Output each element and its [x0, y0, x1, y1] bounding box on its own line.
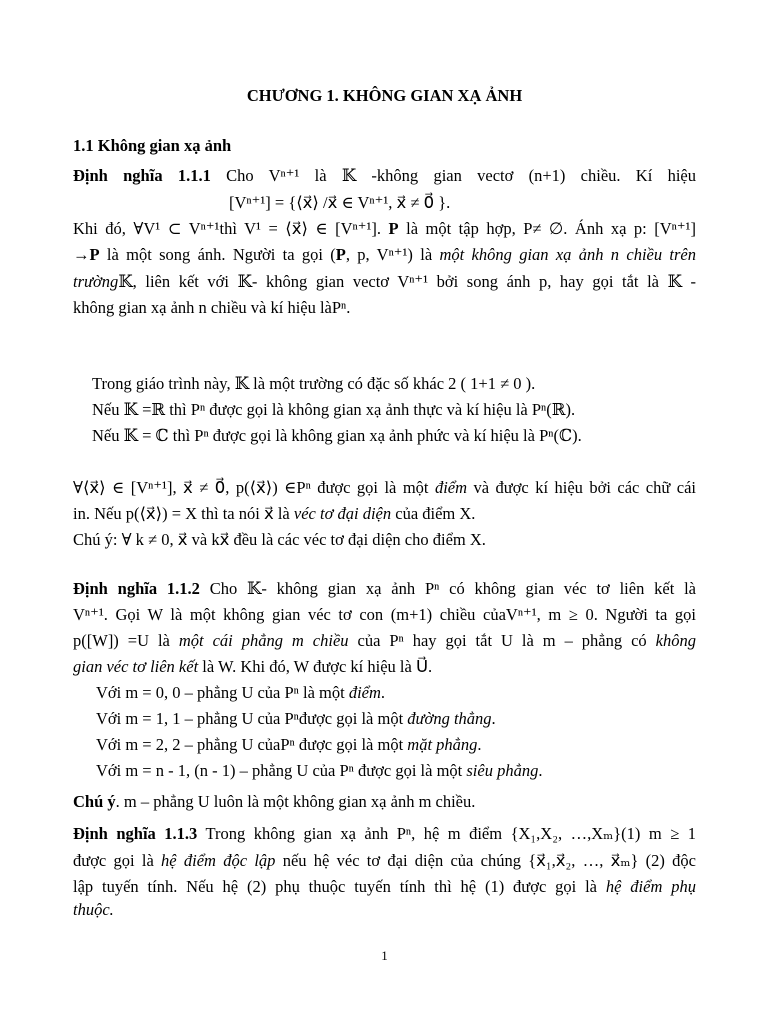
- point-l2a: in. Nếu p(⟨x⃗⟩) = X thì ta nói x⃗ là: [73, 504, 294, 523]
- def2-l3c: của Pⁿ hay gọi tắt U là m – phẳng có: [348, 631, 656, 650]
- def2-l1: Cho 𝕂- không gian xạ ảnh Pⁿ có không gian véc tơ liên kết là: [199, 579, 696, 598]
- def2-l3a: p([W]) =U là: [73, 631, 179, 650]
- def1-text: Cho Vⁿ⁺¹ là 𝕂 -không gian vectơ (n+1) chiều. Kí hiệu: [210, 166, 696, 185]
- item-3c: .: [477, 735, 482, 754]
- def3-l3b: hệ điểm phụ: [605, 877, 696, 896]
- note-label: Chú ý: [73, 792, 116, 811]
- def1-l4b: P: [89, 245, 100, 264]
- def3-l2c: nếu hệ véc tơ đại diện của chúng {x⃗₁,x⃗₂, …, x⃗ₘ} (2) độc: [275, 851, 697, 870]
- def2-l3b: một cái phẳng m chiều: [178, 631, 349, 650]
- field-line-3: Nếu 𝕂 = ℂ thì Pⁿ được gọi là không gian xạ ảnh phức và kí hiệu là Pⁿ(ℂ).: [92, 426, 582, 445]
- point-line-2: [73, 504, 696, 525]
- def3-line-1: [73, 824, 696, 845]
- section-title: [73, 136, 696, 157]
- def2-l3d: không: [655, 631, 696, 650]
- def3-l2b: hệ điểm độc lập: [161, 851, 276, 870]
- def3-l4: thuộc.: [73, 900, 114, 919]
- point-l1c: và được kí hiệu bởi các chữ cái: [467, 478, 696, 497]
- def1-l3b: P: [388, 219, 399, 238]
- item-1b: điểm: [348, 683, 381, 702]
- def3-l1: Trong không gian xạ ảnh Pⁿ, hệ m điểm {X₁,X₂, …,Xₘ}(1) m ≥ 1: [197, 824, 696, 843]
- def1-l4a: →: [73, 245, 90, 264]
- point-line-1: [73, 478, 696, 499]
- item-2a: Với m = 1, 1 – phẳng U của Pⁿđược gọi là một: [96, 709, 408, 728]
- item-2b: đường thẳng: [407, 709, 492, 728]
- def2-l4b: là W. Khi đó, W được kí hiệu là U⃗.: [198, 657, 433, 676]
- section-title-text: 1.1 Không gian xạ ảnh: [73, 136, 232, 155]
- def2-l4a: gian véc tơ liên kết: [73, 657, 199, 676]
- def2-line-4: [73, 657, 696, 678]
- def1-line-1: [73, 166, 696, 187]
- point-l1b: điểm: [434, 478, 468, 497]
- item-2c: .: [491, 709, 496, 728]
- item-4c: .: [538, 761, 543, 780]
- def1-l3a: Khi đó, ∀V¹ ⊂ Vⁿ⁺¹thì V¹ = ⟨x⃗⟩ ∈ [Vⁿ⁺¹].: [73, 219, 389, 238]
- def1-line-3: [73, 219, 696, 240]
- def1-line-4: [73, 245, 696, 266]
- point-l2c: của điểm X.: [391, 504, 476, 523]
- def3-line-2: [73, 851, 696, 872]
- def1-l4e: , p, Vⁿ⁺¹) là: [345, 245, 440, 264]
- def3-line-4: [73, 900, 696, 921]
- def3-l2a: được gọi là: [73, 851, 162, 870]
- def1-label: Định nghĩa 1.1.1: [73, 166, 211, 185]
- def2-item-3: [96, 735, 696, 756]
- field-line-2: Nếu 𝕂 =ℝ thì Pⁿ được gọi là không gian xạ ảnh thực và kí hiệu là Pⁿ(ℝ).: [92, 400, 576, 419]
- def2-note: [73, 792, 696, 813]
- def2-line-3: [73, 631, 696, 652]
- item-3b: mặt phẳng: [407, 735, 478, 754]
- def2-line-1: [73, 579, 696, 600]
- point-l1a: ∀⟨x⃗⟩ ∈ [Vⁿ⁺¹], x⃗ ≠ 0⃗, p(⟨x⃗⟩) ∈Pⁿ được gọi là một: [73, 478, 435, 497]
- item-1a: Với m = 0, 0 – phẳng U của Pⁿ là một: [96, 683, 349, 702]
- item-4a: Với m = n - 1, (n - 1) – phẳng U của Pⁿ được gọi là một: [96, 761, 467, 780]
- def2-item-1: [96, 683, 696, 704]
- item-3a: Với m = 2, 2 – phẳng U củaPⁿ được gọi là một: [96, 735, 408, 754]
- field-line-1: Trong giáo trình này, 𝕂 là một trường có đặc số khác 2 ( 1+1 ≠ 0 ).: [92, 374, 536, 393]
- def1-line-5: [73, 272, 696, 293]
- item-4b: siêu phẳng: [466, 761, 539, 780]
- def2-label: Định nghĩa 1.1.2: [73, 579, 200, 598]
- page-number: 1: [381, 948, 388, 963]
- def3-line-3: [73, 877, 696, 898]
- def1-l4d: P: [335, 245, 346, 264]
- def3-l3a: lập tuyến tính. Nếu hệ (2) phụ thuộc tuyến tính thì hệ (1) được gọi là: [73, 877, 606, 896]
- def1-l4c: là một song ánh. Người ta gọi (: [99, 245, 336, 264]
- note-text: . m – phẳng U luôn là một không gian xạ ảnh m chiều.: [115, 792, 476, 811]
- chapter-title: CHƯƠNG 1. KHÔNG GIAN XẠ ẢNH: [246, 86, 523, 105]
- def2-item-4: [96, 761, 696, 782]
- def2-line-2: Vⁿ⁺¹. Gọi W là một không gian véc tơ con (m+1) chiều củaVⁿ⁺¹, m ≥ 0. Người ta gọi: [73, 605, 696, 624]
- def3-label: Định nghĩa 1.1.3: [73, 824, 198, 843]
- def1-formula: [Vⁿ⁺¹] = {⟨x⃗⟩ /x⃗ ∈ Vⁿ⁺¹, x⃗ ≠ 0⃗ }.: [229, 193, 451, 212]
- def1-l5b: 𝕂, liên kết với 𝕂- không gian vectơ Vⁿ⁺¹ bởi song ánh p, hay gọi tắt là 𝕂 -: [118, 272, 696, 291]
- point-l2b: véc tơ đại diện: [293, 504, 392, 523]
- item-1c: .: [380, 683, 386, 702]
- def1-l5a: trường: [73, 272, 119, 291]
- def1-l4f: một không gian xạ ảnh n chiều trên: [439, 245, 696, 264]
- def1-line-6: không gian xạ ảnh n chiều và kí hiệu làPⁿ.: [73, 298, 351, 317]
- def2-item-2: [96, 709, 696, 730]
- point-line-3: Chú ý: ∀ k ≠ 0, x⃗ và kx⃗ đều là các véc tơ đại diện cho điểm X.: [73, 530, 486, 549]
- def1-l3c: là một tập hợp, P≠ ∅. Ánh xạ p: [Vⁿ⁺¹]: [398, 219, 696, 238]
